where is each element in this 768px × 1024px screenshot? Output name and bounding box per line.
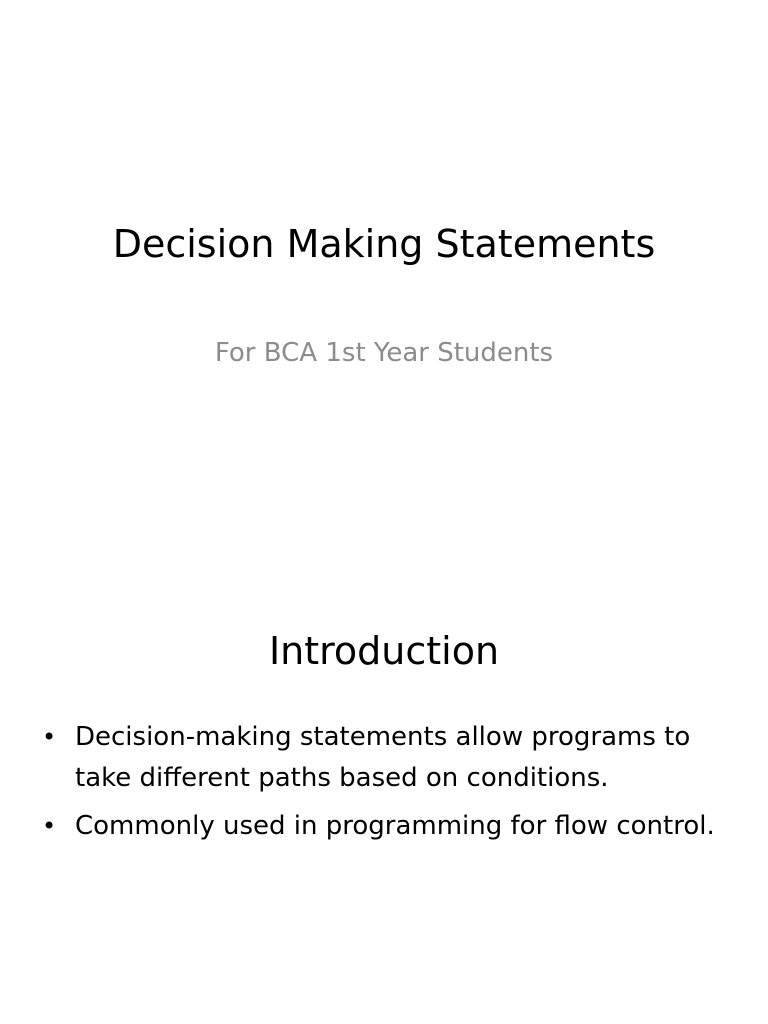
- slide-title: Decision Making Statements: [112, 222, 656, 266]
- bullet-dot-icon: •: [42, 723, 57, 751]
- bullet-item: [40, 806, 720, 847]
- bullet-item: [40, 717, 720, 799]
- slide-subtitle: For BCA 1st Year Students: [214, 338, 554, 368]
- bullet-list: [40, 717, 720, 854]
- introduction-slide: [0, 512, 768, 1024]
- bullet-text: Commonly used in programming for flow control.: [75, 811, 715, 841]
- slide-heading: Introduction: [268, 629, 500, 673]
- bullet-text: Decision-making statements allow programs to take different paths based on conditions.: [75, 722, 691, 793]
- bullet-dot-icon: •: [42, 812, 57, 840]
